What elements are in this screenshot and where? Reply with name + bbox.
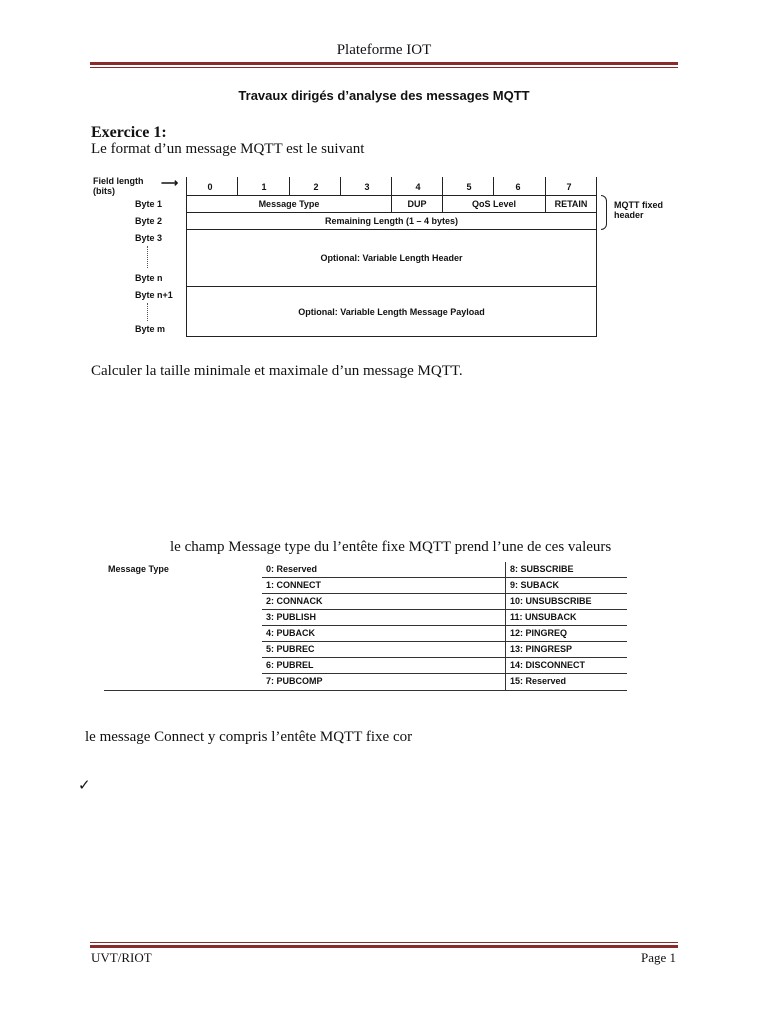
header-rule (90, 62, 678, 65)
table-cell: 4: PUBACK (262, 626, 505, 642)
size-question: Calculer la taille minimale et maximale d’un message MQTT. (91, 363, 463, 379)
byte-label: Byte n (135, 273, 163, 283)
bit-5: 5 (466, 182, 472, 192)
mqtt-format-diagram (91, 172, 691, 342)
payload-field: Optional: Variable Length Message Payload (186, 286, 597, 337)
bit-7: 7 (566, 182, 572, 192)
bit-1: 1 (261, 182, 267, 192)
table-cell: 10: UNSUBSCRIBE (505, 594, 627, 610)
table-cell: 5: PUBREC (262, 642, 505, 658)
bit-divider (596, 177, 597, 195)
table-cell: 8: SUBSCRIBE (505, 562, 627, 578)
document-title: Travaux dirigés d’analyse des messages MQTT (238, 88, 530, 103)
table-cell: 12: PINGREQ (505, 626, 627, 642)
footer-page-number: Page 1 (640, 950, 676, 965)
table-cell: 15: Reserved (505, 674, 627, 690)
table-cell: 0: Reserved (262, 562, 505, 578)
byte-label: Byte m (135, 324, 166, 334)
field-length-label: Field length (93, 176, 144, 186)
bits-label: (bits) (93, 186, 115, 196)
remaining-length-field (186, 212, 597, 230)
byte-label: Byte n+1 (135, 290, 173, 300)
exercise-heading: Exercice 1: (91, 124, 167, 141)
intro-text: Le format d’un message MQTT est le suivant (91, 141, 365, 157)
page-header-title: Plateforme IOT (336, 42, 432, 58)
connect-text: le message Connect y compris l’entête MQTT fixe cor (85, 729, 413, 745)
bit-6: 6 (515, 182, 521, 192)
message-type-field: Message Type (186, 195, 392, 213)
byte-ellipsis (147, 303, 148, 321)
retain-field: RETAIN (545, 195, 597, 213)
bit-divider (391, 177, 392, 195)
fixed-header-brace (601, 195, 607, 230)
byte-label: Byte 1 (135, 199, 163, 209)
bit-0: 0 (207, 182, 213, 192)
dup-field: DUP (391, 195, 443, 213)
byte-label: Byte 3 (135, 233, 163, 243)
bit-2: 2 (313, 182, 319, 192)
table-cell: 3: PUBLISH (262, 610, 505, 626)
message-type-table-label: Message Type (108, 564, 169, 574)
remaining-length-text: Remaining Length (1 – 4 bytes) (324, 216, 459, 226)
table-cell: 14: DISCONNECT (505, 658, 627, 674)
table-cell: 9: SUBACK (505, 578, 627, 594)
fixed-header-label: header (614, 210, 644, 220)
table-cell: 13: PINGRESP (505, 642, 627, 658)
checkmark-icon: ✓ (78, 776, 91, 794)
byte-ellipsis (147, 246, 148, 268)
table-cell: 6: PUBREL (262, 658, 505, 674)
field-length-arrow-icon: ⟶ (161, 176, 179, 190)
bit-divider (545, 177, 546, 195)
bit-4: 4 (415, 182, 421, 192)
bit-divider (442, 177, 443, 195)
bit-divider (289, 177, 290, 195)
footer-rule-thin (90, 942, 678, 943)
fixed-header-label: MQTT fixed (614, 200, 663, 210)
table-bottom-rule (104, 690, 627, 691)
footer-left: UVT/RIOT (91, 950, 152, 965)
bit-divider (237, 177, 238, 195)
table-cell: 2: CONNACK (262, 594, 505, 610)
qos-level-field: QoS Level (442, 195, 546, 213)
table-cell: 7: PUBCOMP (266, 676, 323, 686)
message-type-intro: le champ Message type du l’entête fixe MQTT prend l’une de ces valeurs (170, 539, 612, 555)
byte-label: Byte 2 (135, 216, 163, 226)
bit-divider (340, 177, 341, 195)
table-cell: 11: UNSUBACK (505, 610, 627, 626)
bit-3: 3 (364, 182, 370, 192)
bit-divider (493, 177, 494, 195)
header-rule-thin (90, 67, 678, 68)
bit-divider (186, 177, 187, 195)
table-cell: 1: CONNECT (262, 578, 505, 594)
variable-header-field: Optional: Variable Length Header (186, 229, 597, 287)
footer-rule (90, 945, 678, 948)
